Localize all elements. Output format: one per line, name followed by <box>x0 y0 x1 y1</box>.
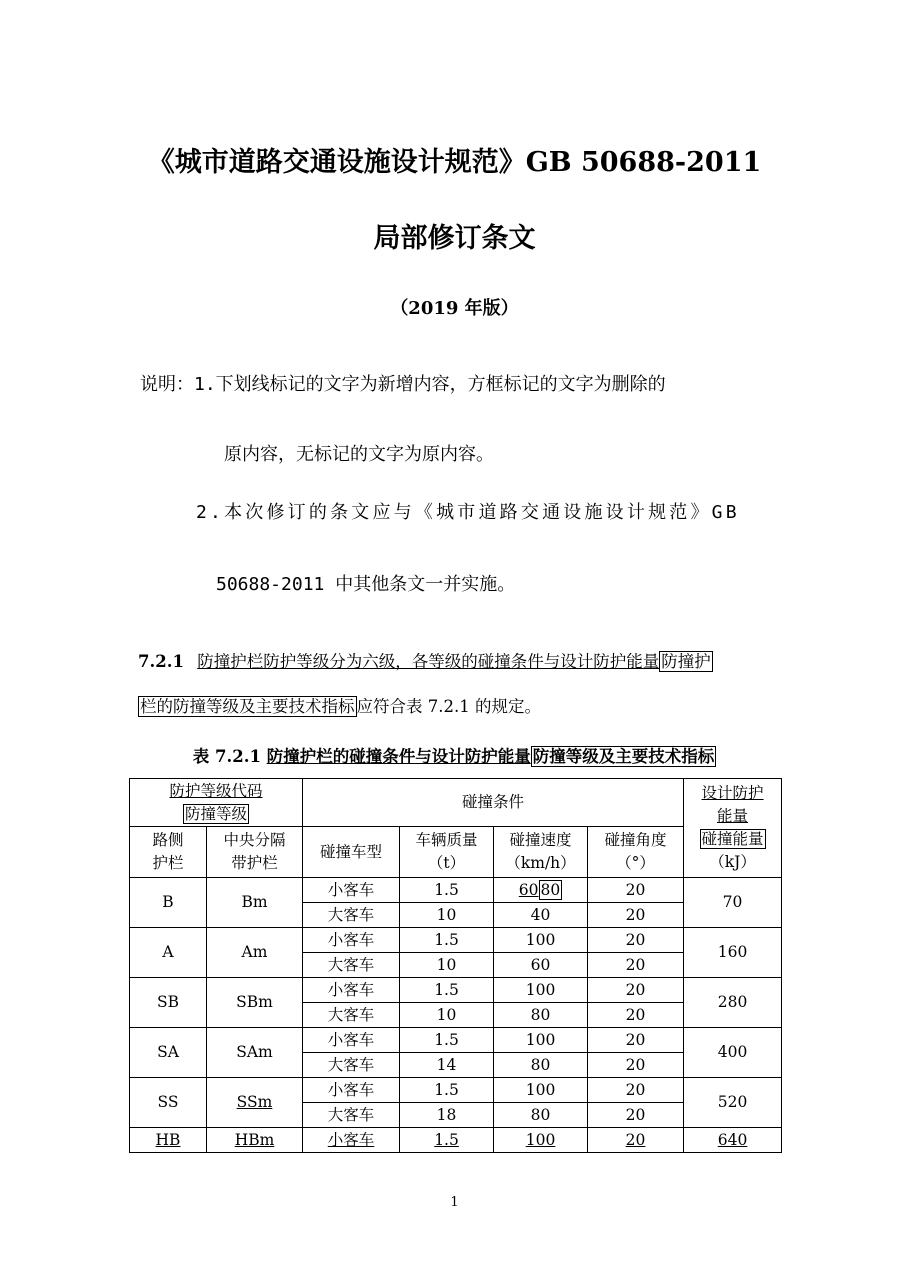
cell-roadside-grade <box>130 928 207 978</box>
cell-impact-angle <box>588 1053 684 1078</box>
cell-design-energy-text: 280 <box>717 993 748 1011</box>
cell-vehicle-type-text: 大客车 <box>327 1055 375 1074</box>
header-vehicle-type: 碰撞车型 <box>303 827 400 878</box>
cell-impact-speed-text: 100 <box>525 1130 556 1149</box>
cell-vehicle-type <box>303 978 400 1003</box>
cell-vehicle-type <box>303 1078 400 1103</box>
cell-vehicle-mass <box>400 978 494 1003</box>
cell-impact-angle <box>588 878 684 903</box>
cell-vehicle-mass <box>400 1128 494 1153</box>
cell-impact-speed <box>494 903 588 928</box>
table-caption <box>0 743 909 767</box>
cell-impact-angle-text: 20 <box>625 1055 646 1074</box>
note-line-4: 50688-2011 中其他条文一并实施。 <box>216 574 516 595</box>
cell-impact-angle-text: 20 <box>625 980 646 999</box>
header-impact-speed-label: 碰撞速度 <box>509 831 572 849</box>
cell-median-grade-text: SSm <box>236 1093 273 1111</box>
cell-vehicle-mass-text: 1.5 <box>434 1130 459 1149</box>
cell-roadside-grade-text: SS <box>157 1093 179 1111</box>
edition-label: （2019 年版） <box>390 298 519 319</box>
cell-median-grade-text: HBm <box>234 1130 275 1149</box>
cell-median-grade-text: SAm <box>236 1043 273 1061</box>
header-impact-speed-unit: （km/h） <box>505 854 576 872</box>
cell-vehicle-mass-text: 1.5 <box>434 930 459 949</box>
cell-vehicle-type <box>303 928 400 953</box>
cell-design-energy <box>684 1078 782 1128</box>
note-line-1: 说明：1.下划线标记的文字为新增内容，方框标记的文字为删除的 <box>140 374 666 395</box>
header-design-energy-deleted: 碰撞能量 <box>701 830 764 848</box>
clause-line-2 <box>138 693 541 717</box>
cell-vehicle-type-text: 大客车 <box>327 1005 375 1024</box>
cell-roadside-grade <box>130 978 207 1028</box>
cell-vehicle-type <box>303 878 400 903</box>
cell-median-grade-text: Bm <box>241 893 268 911</box>
header-median <box>207 827 303 878</box>
cell-impact-angle-text: 20 <box>625 955 646 974</box>
cell-design-energy <box>684 1028 782 1078</box>
cell-roadside-grade-text: B <box>162 893 174 911</box>
cell-impact-speed-deleted: 80 <box>540 880 561 899</box>
cell-design-energy <box>684 1128 782 1153</box>
cell-impact-speed <box>494 1003 588 1028</box>
cell-impact-angle-text: 20 <box>625 930 646 949</box>
cell-design-energy-text: 640 <box>717 1130 748 1149</box>
cell-vehicle-type-text: 小客车 <box>327 1030 375 1049</box>
cell-impact-speed-text: 40 <box>530 905 551 924</box>
header-vehicle-mass-label: 车辆质量 <box>415 831 478 849</box>
cell-vehicle-mass <box>400 1103 494 1128</box>
cell-impact-speed-text: 100 <box>525 1080 556 1099</box>
header-design-energy <box>684 779 782 878</box>
clause-line-1 <box>138 648 713 672</box>
cell-impact-angle-text: 20 <box>625 1080 646 1099</box>
table-header-row-1 <box>130 779 782 827</box>
cell-impact-speed <box>494 1103 588 1128</box>
cell-vehicle-mass-text: 1.5 <box>434 980 459 999</box>
document-title: 《城市道路交通设施设计规范》GB 50688-2011 <box>147 147 762 178</box>
cell-impact-speed <box>494 1078 588 1103</box>
cell-vehicle-type-text: 大客车 <box>327 905 375 924</box>
table-row <box>130 978 782 1003</box>
header-impact-angle-label: 碰撞角度 <box>604 831 667 849</box>
cell-design-energy-text: 160 <box>717 943 748 961</box>
cell-design-energy-text: 70 <box>722 893 743 911</box>
cell-vehicle-type <box>303 1053 400 1078</box>
cell-median-grade <box>207 1028 303 1078</box>
header-energy-unit: （kJ） <box>709 853 756 871</box>
table-row <box>130 878 782 903</box>
cell-vehicle-type <box>303 1003 400 1028</box>
table-row <box>130 1028 782 1053</box>
header-roadside <box>130 827 207 878</box>
header-vehicle-mass <box>400 827 494 878</box>
cell-median-grade <box>207 1128 303 1153</box>
guardrail-spec-table <box>129 778 782 1153</box>
cell-design-energy <box>684 878 782 928</box>
cell-impact-speed <box>494 928 588 953</box>
document-subtitle: 局部修订条文 <box>373 223 536 254</box>
cell-roadside-grade-text: SA <box>157 1043 179 1061</box>
cell-vehicle-type-text: 小客车 <box>327 880 375 899</box>
table-caption-deleted: 防撞等级及主要技术指标 <box>532 747 715 766</box>
cell-impact-angle-text: 20 <box>625 1005 646 1024</box>
cell-median-grade <box>207 1078 303 1128</box>
header-impact-angle-unit: （°） <box>616 854 655 872</box>
header-impact-angle <box>588 827 684 878</box>
cell-design-energy-text: 400 <box>717 1043 748 1061</box>
page-number: 1 <box>450 1195 459 1210</box>
cell-impact-angle <box>588 1028 684 1053</box>
cell-impact-angle <box>588 1003 684 1028</box>
header-roadside-label: 路侧护栏 <box>152 831 184 872</box>
cell-vehicle-mass <box>400 928 494 953</box>
cell-vehicle-mass-text: 10 <box>436 955 457 974</box>
cell-impact-speed-inserted: 60 <box>518 880 539 899</box>
cell-impact-angle <box>588 903 684 928</box>
header-vehicle-mass-unit: （t） <box>427 854 466 872</box>
cell-impact-speed-text: 80 <box>530 1105 551 1124</box>
cell-roadside-grade <box>130 1128 207 1153</box>
cell-median-grade <box>207 978 303 1028</box>
cell-design-energy-text: 520 <box>717 1093 748 1111</box>
cell-vehicle-type <box>303 1028 400 1053</box>
cell-design-energy <box>684 978 782 1028</box>
cell-vehicle-type <box>303 1103 400 1128</box>
note-line-2: 原内容，无标记的文字为原内容。 <box>224 444 494 465</box>
cell-impact-speed <box>494 1053 588 1078</box>
cell-vehicle-type-text: 小客车 <box>327 930 375 949</box>
cell-impact-speed-text: 100 <box>525 1030 556 1049</box>
clause-deleted-text-2: 栏的防撞等级及主要技术指标 <box>140 697 355 716</box>
cell-roadside-grade <box>130 1078 207 1128</box>
cell-impact-angle-text: 20 <box>625 905 646 924</box>
cell-vehicle-type <box>303 903 400 928</box>
header-grade-code <box>130 779 303 827</box>
table-row <box>130 1128 782 1153</box>
cell-impact-speed <box>494 878 588 903</box>
cell-impact-speed-text: 80 <box>530 1055 551 1074</box>
cell-roadside-grade-text: SB <box>156 993 179 1011</box>
cell-roadside-grade-text: HB <box>155 1130 181 1149</box>
header-collision-conditions: 碰撞条件 <box>303 779 684 827</box>
cell-vehicle-mass-text: 10 <box>436 905 457 924</box>
cell-vehicle-type-text: 大客车 <box>327 955 375 974</box>
cell-impact-angle-text: 20 <box>625 880 646 899</box>
table-caption-prefix: 表 7.2.1 <box>192 747 267 766</box>
header-design-energy-inserted: 设计防护能量 <box>701 784 764 825</box>
cell-impact-angle <box>588 953 684 978</box>
cell-vehicle-type-text: 大客车 <box>327 1105 375 1124</box>
cell-impact-speed <box>494 1028 588 1053</box>
cell-vehicle-type <box>303 1128 400 1153</box>
cell-median-grade <box>207 878 303 928</box>
cell-design-energy <box>684 928 782 978</box>
clause-inserted-text: 防撞护栏防护等级分为六级，各等级的碰撞条件与设计防护能量 <box>197 652 660 671</box>
cell-impact-angle <box>588 978 684 1003</box>
table-caption-inserted: 防撞护栏的碰撞条件与设计防护能量 <box>266 747 531 766</box>
cell-vehicle-mass <box>400 1028 494 1053</box>
table-row <box>130 928 782 953</box>
cell-median-grade <box>207 928 303 978</box>
cell-vehicle-mass-text: 14 <box>436 1055 457 1074</box>
cell-roadside-grade <box>130 1028 207 1078</box>
cell-impact-angle <box>588 928 684 953</box>
cell-impact-speed <box>494 1128 588 1153</box>
cell-median-grade-text: SBm <box>236 993 273 1011</box>
cell-vehicle-mass <box>400 1053 494 1078</box>
note-line-3: 2.本次修订的条文应与《城市道路交通设施设计规范》GB <box>196 502 740 523</box>
header-grade-code-inserted: 防护等级代码 <box>169 781 263 800</box>
cell-impact-speed-text: 100 <box>525 980 556 999</box>
clause-number: 7.2.1 <box>138 652 184 671</box>
header-impact-speed <box>494 827 588 878</box>
cell-impact-angle <box>588 1128 684 1153</box>
cell-vehicle-mass <box>400 903 494 928</box>
header-median-label: 中央分隔带护栏 <box>223 831 286 872</box>
cell-vehicle-mass <box>400 1003 494 1028</box>
clause-rest-text: 应符合表 7.2.1 的规定。 <box>356 697 541 716</box>
cell-vehicle-mass <box>400 953 494 978</box>
cell-impact-speed-text: 80 <box>530 1005 551 1024</box>
cell-vehicle-mass-text: 1.5 <box>434 1030 459 1049</box>
cell-vehicle-type-text: 小客车 <box>327 1130 375 1149</box>
clause-deleted-text-1: 防撞护 <box>661 652 711 671</box>
cell-vehicle-type-text: 小客车 <box>327 980 375 999</box>
cell-impact-speed <box>494 978 588 1003</box>
table-row <box>130 1078 782 1103</box>
cell-vehicle-mass-text: 10 <box>436 1005 457 1024</box>
cell-impact-angle-text: 20 <box>625 1105 646 1124</box>
cell-vehicle-type <box>303 953 400 978</box>
cell-impact-speed-text: 60 <box>530 955 551 974</box>
cell-vehicle-type-text: 小客车 <box>327 1080 375 1099</box>
cell-median-grade-text: Am <box>241 943 268 961</box>
cell-impact-angle-text: 20 <box>625 1130 646 1149</box>
cell-impact-angle <box>588 1078 684 1103</box>
cell-vehicle-mass-text: 18 <box>436 1105 457 1124</box>
cell-impact-angle <box>588 1103 684 1128</box>
cell-vehicle-mass-text: 1.5 <box>434 1080 459 1099</box>
cell-vehicle-mass <box>400 878 494 903</box>
cell-roadside-grade <box>130 878 207 928</box>
cell-impact-speed <box>494 953 588 978</box>
cell-roadside-grade-text: A <box>162 943 174 961</box>
cell-vehicle-mass-text: 1.5 <box>434 880 459 899</box>
cell-impact-speed-text: 100 <box>525 930 556 949</box>
cell-vehicle-mass <box>400 1078 494 1103</box>
header-grade-code-deleted: 防撞等级 <box>185 804 248 823</box>
cell-impact-angle-text: 20 <box>625 1030 646 1049</box>
